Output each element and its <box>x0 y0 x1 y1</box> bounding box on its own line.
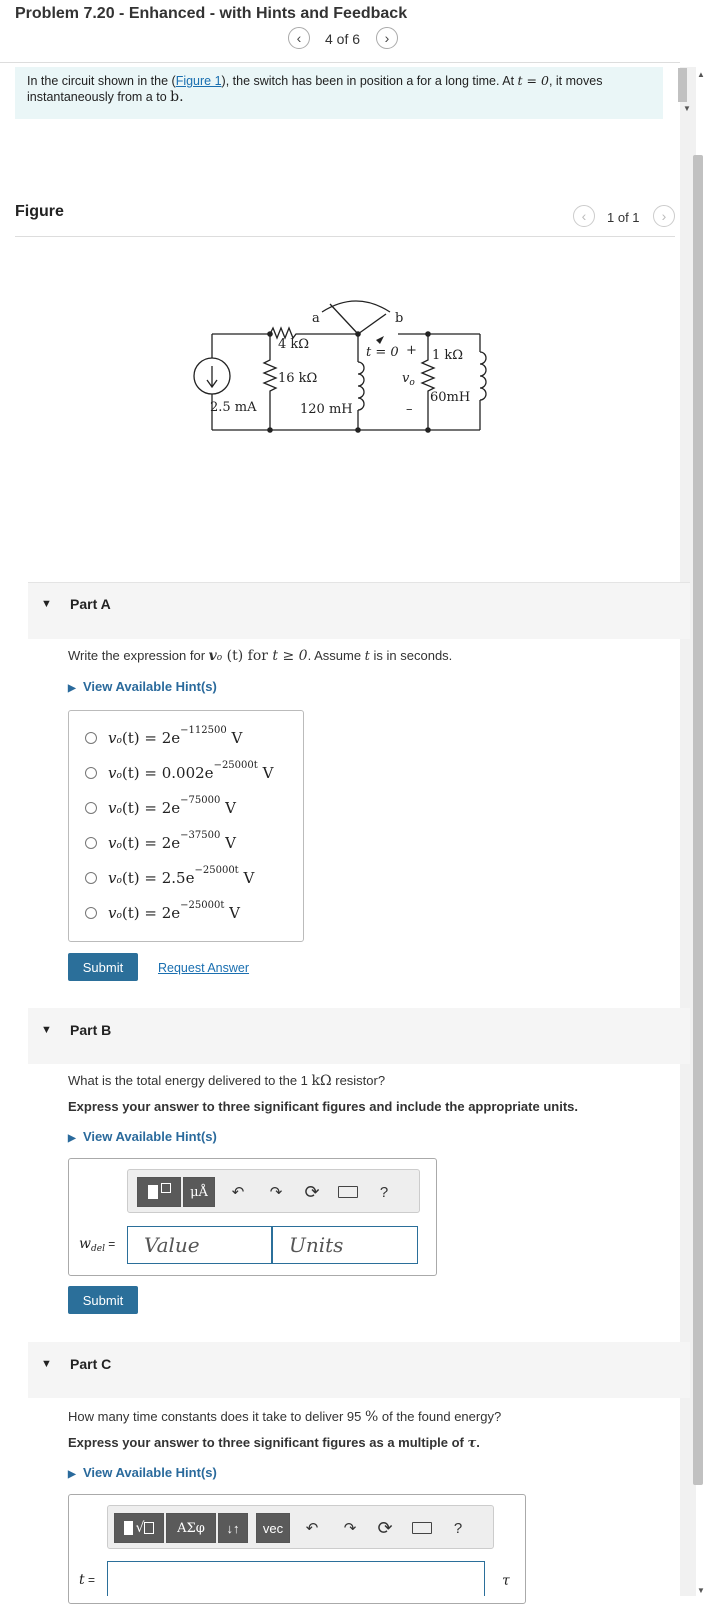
part-a-hint-toggle[interactable] <box>68 679 217 694</box>
intro-node-b: b. <box>170 89 184 105</box>
part-c-label: Part C <box>70 1356 112 1372</box>
resistor-16k <box>264 334 276 430</box>
radio-button[interactable] <box>85 907 97 919</box>
problem-pager: 4 of 6 <box>325 31 361 47</box>
value-input[interactable]: Value <box>127 1226 272 1264</box>
template-icon <box>124 1521 133 1535</box>
hint-label: View Available Hint(s) <box>82 1465 217 1480</box>
previous-problem-button[interactable] <box>288 27 310 49</box>
chevron-right-icon: › <box>384 30 390 46</box>
part-b-hint-toggle[interactable] <box>68 1129 217 1144</box>
circuit-diagram <box>180 290 520 440</box>
label-source: 2.5 mA <box>210 400 257 415</box>
chevron-left-icon: ‹ <box>296 30 302 46</box>
template-icon <box>148 1185 158 1199</box>
header-divider <box>0 62 680 63</box>
label-r2: 16 kΩ <box>278 371 318 386</box>
reset-icon[interactable]: ⟳ <box>377 1517 393 1538</box>
radio-button[interactable] <box>85 837 97 849</box>
label-node-b: b <box>395 311 404 326</box>
undo-icon[interactable]: ↶ <box>231 1184 245 1201</box>
radio-button[interactable] <box>85 872 97 884</box>
answer-input[interactable] <box>107 1561 485 1596</box>
symbols-button[interactable]: ΑΣφ <box>166 1513 216 1543</box>
choice-option[interactable]: v o (t) = 2.5e −25000t V <box>85 869 254 887</box>
label-vo: $v_o$ <box>402 371 415 388</box>
redo-icon[interactable]: ↷ <box>343 1520 357 1537</box>
radio-button[interactable] <box>85 802 97 814</box>
part-b-submit-button[interactable]: Submit <box>68 1286 138 1314</box>
scroll-down-small-icon[interactable]: ▼ <box>683 104 691 113</box>
part-a-choices <box>68 710 304 942</box>
figure-next-button[interactable] <box>653 205 675 227</box>
collapse-caret-icon[interactable]: ▼ <box>41 1358 52 1370</box>
collapse-caret-icon[interactable]: ▼ <box>41 1024 52 1036</box>
choice-option[interactable]: v o (t) = 2e −75000 V <box>85 799 236 817</box>
radio-button[interactable] <box>85 767 97 779</box>
part-b-instruction: Express your answer to three significant figures and include the appropriate units. <box>68 1099 578 1114</box>
part-b-variable: $w_{del}$ = <box>79 1236 116 1254</box>
caret-right-icon: ▶ <box>68 1469 76 1480</box>
intro-text: , it moves instantaneously from a to <box>27 74 603 104</box>
exponent-box-icon <box>161 1183 171 1193</box>
choice-option[interactable]: v o (t) = 2e −112500 V <box>85 729 242 747</box>
choice-option[interactable]: v o (t) = 0.002e −25000t V <box>85 764 273 782</box>
undo-icon[interactable]: ↶ <box>305 1520 319 1537</box>
keyboard-icon[interactable] <box>410 1516 434 1540</box>
choice-option[interactable]: v o (t) = 2e −25000t V <box>85 904 240 922</box>
part-c-variable: t = <box>79 1572 95 1588</box>
part-c-hint-toggle[interactable] <box>68 1465 217 1480</box>
chevron-left-icon: ‹ <box>581 208 587 224</box>
units-button[interactable]: μÅ <box>183 1177 215 1207</box>
label-switch-time: t = 0 <box>366 345 399 360</box>
part-b-prompt: What is the total energy delivered to the 1 kΩ resistor? <box>68 1073 386 1089</box>
help-button[interactable]: ? <box>453 1519 463 1537</box>
figure-divider <box>15 236 675 237</box>
chevron-right-icon: › <box>661 208 667 224</box>
intro-text: In the circuit shown in the ( <box>27 74 176 88</box>
units-input[interactable]: Units <box>272 1226 418 1264</box>
next-problem-button[interactable] <box>376 27 398 49</box>
keyboard-icon[interactable] <box>336 1180 360 1204</box>
radio-button[interactable] <box>85 732 97 744</box>
scroll-up-icon[interactable]: ▲ <box>697 70 705 79</box>
reset-icon[interactable]: ⟳ <box>304 1181 320 1202</box>
label-plus: + <box>406 343 417 358</box>
help-button[interactable]: ? <box>379 1183 389 1201</box>
label-node-a: a <box>312 311 320 326</box>
part-c-header[interactable] <box>28 1342 690 1398</box>
figure-heading: Figure <box>15 203 64 220</box>
label-l1: 120 mH <box>300 402 353 417</box>
label-r3: 1 kΩ <box>432 348 464 363</box>
label-l2: 60mH <box>430 390 471 405</box>
figure-pager: 1 of 1 <box>607 210 640 225</box>
problem-statement <box>15 67 663 119</box>
intro-text: ), the switch has been in position a for a long time. At <box>221 74 518 88</box>
hint-label: View Available Hint(s) <box>82 679 217 694</box>
hint-label: View Available Hint(s) <box>82 1129 217 1144</box>
figure-prev-button[interactable] <box>573 205 595 227</box>
template-button[interactable] <box>137 1177 181 1207</box>
current-arrow-icon <box>207 366 217 387</box>
template-root-button[interactable] <box>114 1513 164 1543</box>
part-a-label: Part A <box>70 596 111 612</box>
choice-option[interactable]: v o (t) = 2e −37500 V <box>85 834 236 852</box>
figure-link[interactable]: Figure 1 <box>175 74 222 88</box>
part-a-prompt: Write the expression for vo (t) for t ≥ 0. Assume t is in seconds. <box>68 648 453 664</box>
inductor-60mh <box>480 352 486 400</box>
part-b-label: Part B <box>70 1022 112 1038</box>
part-a-submit-button[interactable]: Submit <box>68 953 138 981</box>
page-scroll-thumb[interactable] <box>693 155 703 1485</box>
part-b-toolbar <box>127 1169 420 1213</box>
problem-title: Problem 7.20 - Enhanced - with Hints and Feedback <box>15 5 408 22</box>
label-r1: 4 kΩ <box>278 337 310 352</box>
sqrt-icon: √ <box>135 1520 145 1536</box>
inductor-120mh <box>358 362 364 410</box>
part-c-prompt: How many time constants does it take to deliver 95 % of the found energy? <box>68 1409 502 1425</box>
caret-right-icon: ▶ <box>68 1133 76 1144</box>
vector-button[interactable]: vec <box>256 1513 290 1543</box>
redo-icon[interactable]: ↷ <box>269 1184 283 1201</box>
part-a-header[interactable] <box>28 583 690 639</box>
request-answer-link[interactable]: Request Answer <box>158 961 250 975</box>
switch-arrow-icon <box>376 336 384 344</box>
label-minus: – <box>406 402 413 417</box>
scroll-down-icon[interactable]: ▼ <box>697 1586 705 1595</box>
intro-scroll-thumb[interactable] <box>678 68 687 102</box>
part-c-unit: τ <box>502 1573 510 1589</box>
caret-right-icon: ▶ <box>68 683 76 694</box>
box-icon <box>144 1522 154 1534</box>
part-b-header[interactable] <box>28 1008 690 1064</box>
collapse-caret-icon[interactable]: ▼ <box>41 598 52 610</box>
part-c-toolbar <box>107 1505 494 1549</box>
part-c-instruction: Express your answer to three significant figures as a multiple of τ. <box>68 1435 480 1451</box>
arrows-button[interactable]: ↓↑ <box>218 1513 248 1543</box>
intro-time: t = 0 <box>517 73 549 88</box>
